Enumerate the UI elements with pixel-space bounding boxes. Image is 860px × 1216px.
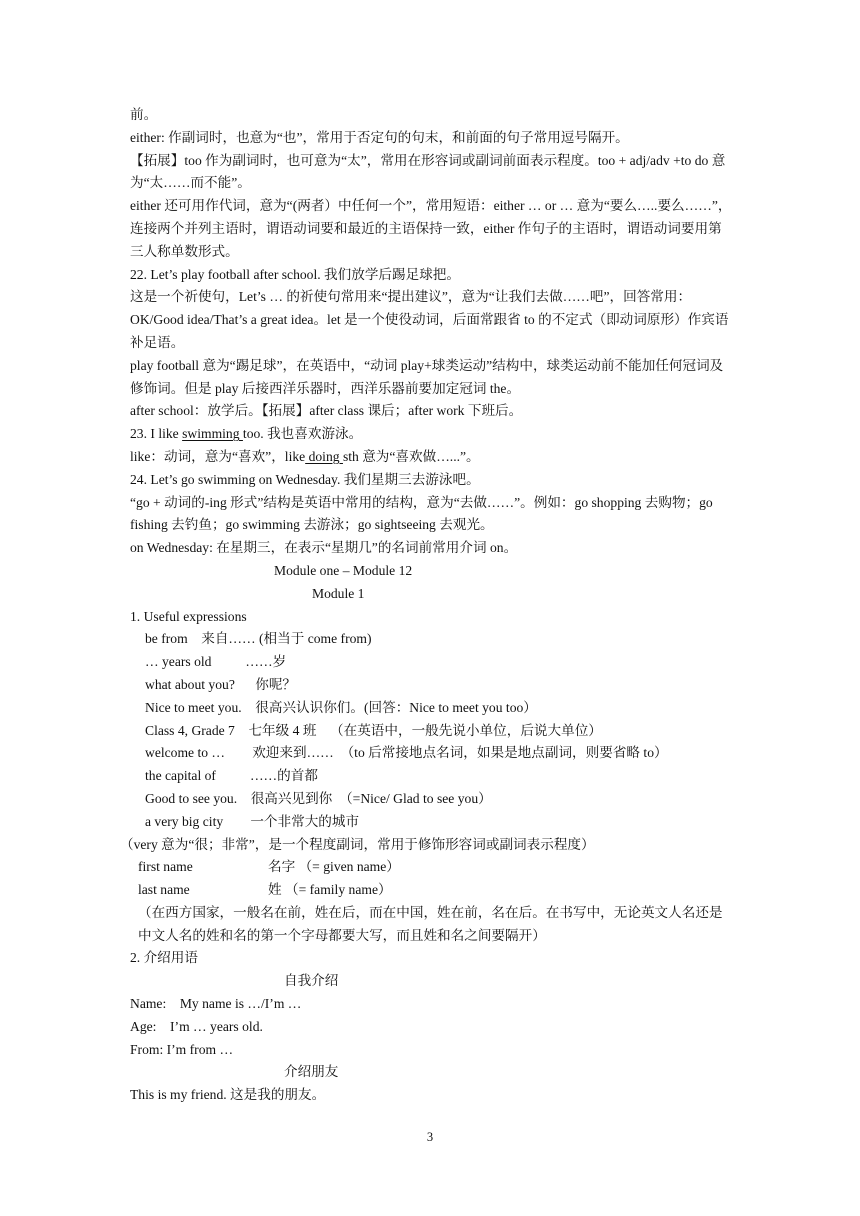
name-meaning: 名字 （= given name） [268,859,400,875]
intro-line: This is my friend. 这是我的朋友。 [130,1087,326,1103]
text-span: like：动词，意为“喜欢”，like [130,448,306,464]
text-line: play football 意为“踢足球”，在英语中，“动词 play+球类运动”结构中，球类运动前不能加任何冠词及修饰词。但是 play 后接西洋乐器时，西洋乐器前要加定冠词 the。 [130,357,724,396]
module-range-heading: Module one – Module 12 [274,562,413,578]
expression-item: welcome to … 欢迎来到…… （to 后常接地点名词，如果是地点副词，则要省略 to） [145,745,668,761]
underlined-word: swimming [182,426,243,442]
expression-item: Nice to meet you. 很高兴认识你们。(回答：Nice to meet you too） [145,699,537,715]
text-line: either 还可用作代词，意为“(两者）中任何一个”，常用短语：either … or … 意为“要么…..要么……”，连接两个并列主语时，谓语动词要和最近的主语保持一致，either 作句子的主语时，谓语动词要用第三人称单数形式。 [130,198,732,259]
module-heading: Module 1 [312,585,365,601]
note: （在西方国家，一般名在前，姓在后，而在中国，姓在前，名在后。在书写中，无论英文人名还是中文人名的姓和名的第一个字母都要大写，而且姓和名之间要隔开） [138,904,723,943]
expression-item: Good to see you. 很高兴见到你 （=Nice/ Glad to see you） [145,790,492,806]
expression-item: Class 4, Grade 7 七年级 4 班 （在英语中，一般先说小单位，后说大单位） [145,722,602,738]
text-line: on Wednesday: 在星期三，在表示“星期几”的名词前常用介词 on。 [130,540,518,556]
text-span: 23. I like [130,426,183,442]
text-span: too. 我也喜欢游泳。 [242,426,363,442]
expression-item: be from 来自…… (相当于 come from) [145,631,372,647]
subheading: 自我介绍 [284,973,339,989]
text-line: 这是一个祈使句，Let’s … 的祈使句常用来“提出建议”，意为“让我们去做……吧”，回答常用：OK/Good idea/That’s a great idea。let 是一个使役动词，后面常跟省 to 的不定式（即动词原形）作宾语补足语。 [130,289,729,350]
intro-line: Name: My name is …/I’m … [130,996,302,1012]
expression-item: … years old ……岁 [145,654,287,670]
intro-line: Age: I’m … years old. [130,1018,263,1034]
text-span: sth 意为“喜欢做…...”。 [342,448,480,464]
underlined-word: doing [305,448,343,464]
text-line: after school：放学后。【拓展】after class 课后；after work 下班后。 [130,403,523,419]
name-term: first name [138,859,193,875]
expression-item: the capital of ……的首都 [145,768,318,784]
sentence-24: 24. Let’s go swimming on Wednesday. 我们星期三去游泳吧。 [130,471,480,487]
text-line [130,446,732,469]
expression-item: a very big city 一个非常大的城市 [145,813,360,829]
name-row [130,856,732,879]
intro-line: From: I’m from … [130,1041,234,1057]
page-number: 3 [426,1130,434,1144]
name-term: last name [138,882,190,898]
text-line: either: 作副词时，也意为“也”，常用于否定句的句末，和前面的句子常用逗号隔开。 [130,129,629,145]
section-heading: 2. 介绍用语 [130,950,198,966]
sentence-23 [130,423,732,446]
text-line: 【拓展】too 作为副词时，也可意为“太”，常用在形容词或副词前面表示程度。too + adj/adv +to do 意为“太……而不能”。 [130,152,726,191]
text-line: 前。 [130,107,158,122]
section-heading: 1. Useful expressions [130,608,247,624]
subheading: 介绍朋友 [284,1064,339,1080]
sentence-22: 22. Let’s play football after school. 我们放学后踢足球把。 [130,266,460,282]
document-body [120,104,732,1107]
note: （very 意为“很；非常”，是一个程度副词，常用于修饰形容词或副词表示程度） [120,836,595,852]
expression-item: what about you? 你呢？ [145,676,297,692]
name-meaning: 姓 （= family name） [268,882,392,898]
name-row [130,879,732,902]
text-line: “go + 动词的-ing 形式”结构是英语中常用的结构，意为“去做……”。例如：go shopping 去购物；go fishing 去钓鱼；go swimming 去游泳；go sightseeing 去观光。 [130,494,713,533]
